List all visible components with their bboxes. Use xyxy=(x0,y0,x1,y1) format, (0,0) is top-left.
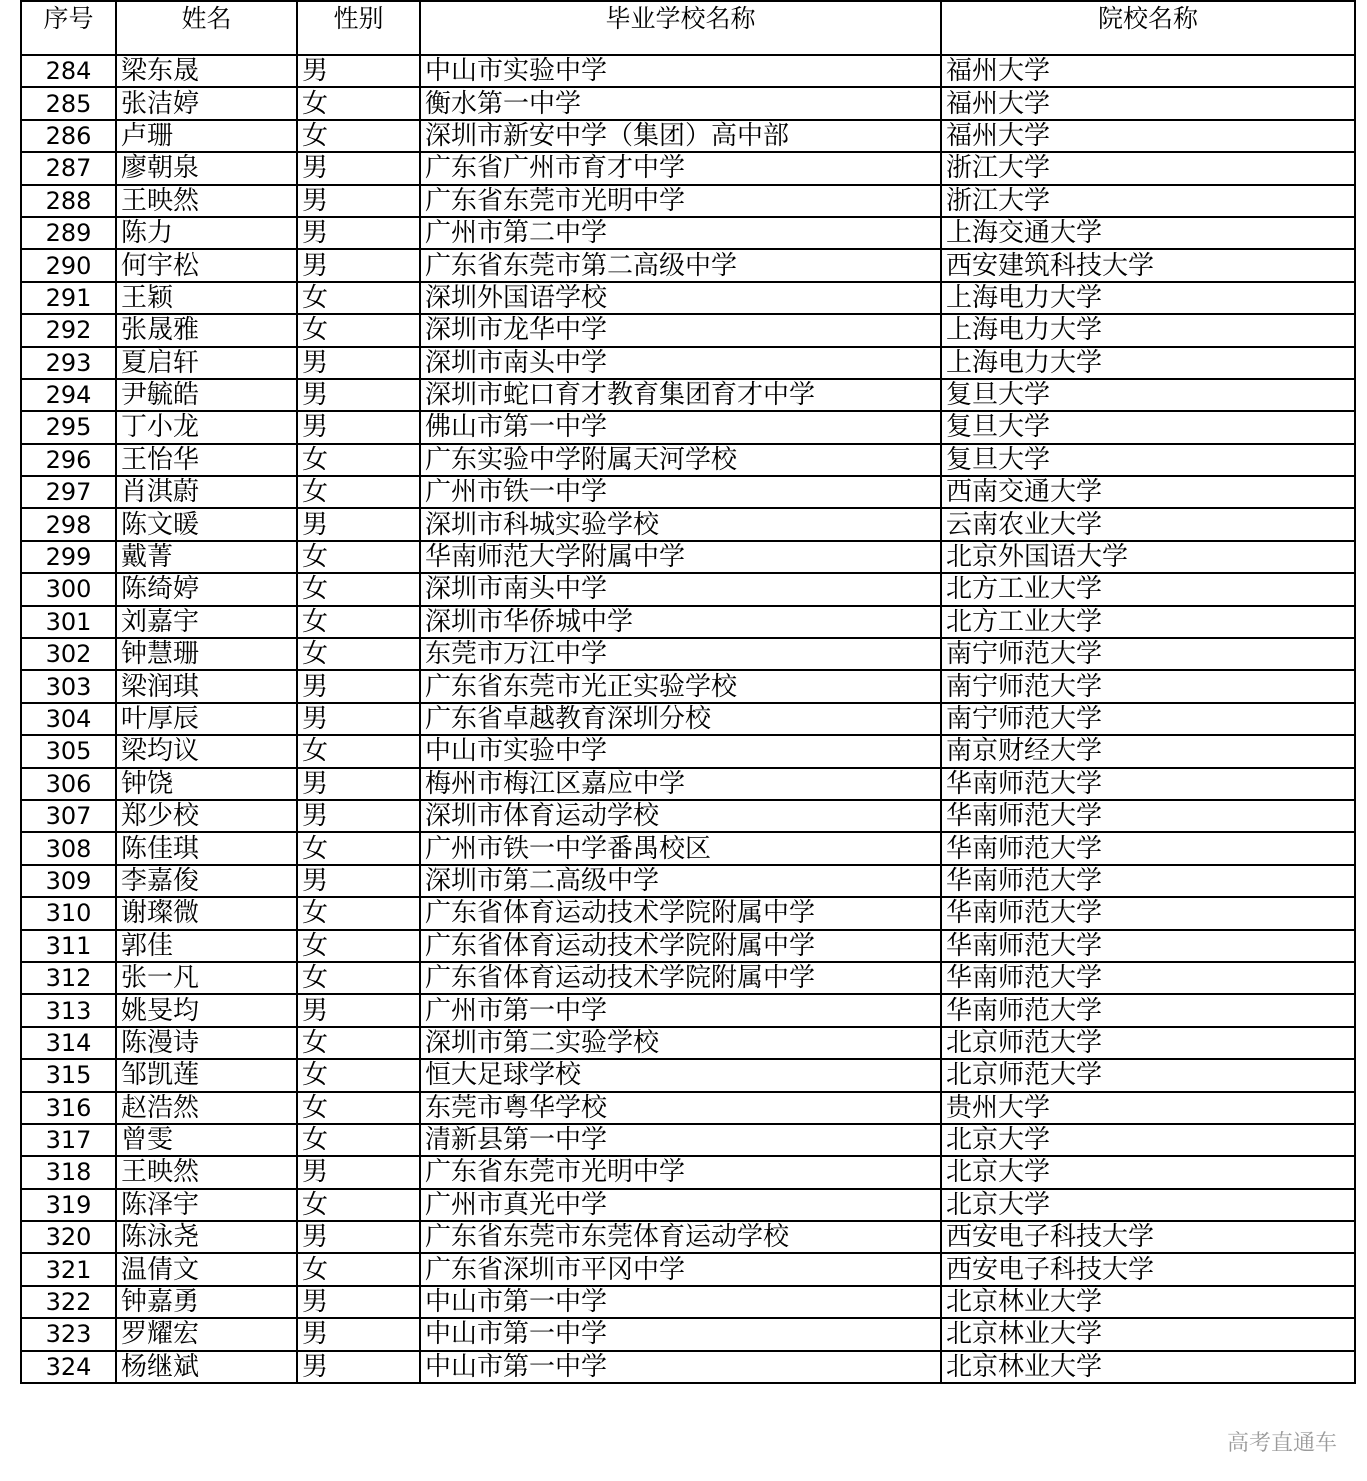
cell-name: 戴菁 xyxy=(116,541,297,573)
table-row xyxy=(21,768,1355,800)
cell-university: 北京林业大学 xyxy=(941,1351,1355,1383)
cell-gender: 男 xyxy=(297,411,420,443)
cell-index: 322 xyxy=(21,1286,116,1318)
cell-index: 312 xyxy=(21,962,116,994)
cell-name: 廖朝泉 xyxy=(116,152,297,184)
cell-university: 上海电力大学 xyxy=(941,347,1355,379)
table-body xyxy=(21,55,1355,1383)
cell-school: 中山市实验中学 xyxy=(420,735,941,767)
cell-index: 318 xyxy=(21,1156,116,1188)
table-row xyxy=(21,1124,1355,1156)
cell-university: 西安电子科技大学 xyxy=(941,1221,1355,1253)
cell-gender: 男 xyxy=(297,347,420,379)
cell-gender: 女 xyxy=(297,1092,420,1124)
cell-university: 南京财经大学 xyxy=(941,735,1355,767)
cell-gender: 女 xyxy=(297,832,420,864)
table-row xyxy=(21,55,1355,87)
cell-name: 郑少校 xyxy=(116,800,297,832)
cell-gender: 女 xyxy=(297,444,420,476)
header-index: 序号 xyxy=(21,1,116,55)
cell-school: 深圳市蛇口育才教育集团育才中学 xyxy=(420,379,941,411)
cell-school: 广东省卓越教育深圳分校 xyxy=(420,703,941,735)
header-row xyxy=(21,1,1355,55)
cell-index: 324 xyxy=(21,1351,116,1383)
cell-gender: 男 xyxy=(297,1156,420,1188)
cell-school: 东莞市粤华学校 xyxy=(420,1092,941,1124)
cell-gender: 女 xyxy=(297,87,420,119)
table-row xyxy=(21,1092,1355,1124)
cell-school: 华南师范大学附属中学 xyxy=(420,541,941,573)
cell-gender: 女 xyxy=(297,930,420,962)
cell-index: 311 xyxy=(21,930,116,962)
cell-university: 北京外国语大学 xyxy=(941,541,1355,573)
cell-gender: 女 xyxy=(297,1124,420,1156)
cell-school: 深圳市第二实验学校 xyxy=(420,1027,941,1059)
table-row xyxy=(21,217,1355,249)
cell-gender: 男 xyxy=(297,703,420,735)
cell-school: 恒大足球学校 xyxy=(420,1059,941,1091)
table-row xyxy=(21,1253,1355,1285)
cell-name: 王映然 xyxy=(116,1156,297,1188)
cell-index: 286 xyxy=(21,120,116,152)
cell-school: 佛山市第一中学 xyxy=(420,411,941,443)
cell-university: 华南师范大学 xyxy=(941,994,1355,1026)
cell-name: 丁小龙 xyxy=(116,411,297,443)
cell-university: 福州大学 xyxy=(941,120,1355,152)
cell-university: 华南师范大学 xyxy=(941,930,1355,962)
table-row xyxy=(21,1059,1355,1091)
cell-name: 刘嘉宇 xyxy=(116,606,297,638)
cell-gender: 男 xyxy=(297,1286,420,1318)
table-row xyxy=(21,185,1355,217)
cell-name: 张洁婷 xyxy=(116,87,297,119)
cell-name: 陈文暖 xyxy=(116,508,297,540)
cell-index: 306 xyxy=(21,768,116,800)
cell-index: 309 xyxy=(21,865,116,897)
cell-index: 300 xyxy=(21,573,116,605)
table-row xyxy=(21,1351,1355,1383)
cell-name: 夏启轩 xyxy=(116,347,297,379)
cell-school: 广东省体育运动技术学院附属中学 xyxy=(420,962,941,994)
cell-name: 王颖 xyxy=(116,282,297,314)
cell-index: 316 xyxy=(21,1092,116,1124)
cell-index: 290 xyxy=(21,249,116,281)
cell-index: 298 xyxy=(21,508,116,540)
cell-index: 319 xyxy=(21,1189,116,1221)
cell-school: 深圳市新安中学（集团）高中部 xyxy=(420,120,941,152)
cell-gender: 女 xyxy=(297,1253,420,1285)
cell-name: 赵浩然 xyxy=(116,1092,297,1124)
table-row xyxy=(21,87,1355,119)
cell-name: 钟嘉勇 xyxy=(116,1286,297,1318)
table-row xyxy=(21,249,1355,281)
table-row xyxy=(21,411,1355,443)
cell-school: 广东省东莞市光明中学 xyxy=(420,185,941,217)
cell-university: 西安电子科技大学 xyxy=(941,1253,1355,1285)
cell-school: 深圳外国语学校 xyxy=(420,282,941,314)
cell-gender: 男 xyxy=(297,994,420,1026)
cell-school: 中山市第一中学 xyxy=(420,1318,941,1350)
cell-gender: 女 xyxy=(297,897,420,929)
cell-university: 华南师范大学 xyxy=(941,768,1355,800)
table-row xyxy=(21,282,1355,314)
cell-university: 北京师范大学 xyxy=(941,1059,1355,1091)
cell-school: 东莞市万江中学 xyxy=(420,638,941,670)
cell-index: 291 xyxy=(21,282,116,314)
cell-name: 陈泳尧 xyxy=(116,1221,297,1253)
cell-university: 南宁师范大学 xyxy=(941,703,1355,735)
cell-index: 285 xyxy=(21,87,116,119)
cell-university: 复旦大学 xyxy=(941,411,1355,443)
cell-school: 梅州市梅江区嘉应中学 xyxy=(420,768,941,800)
cell-gender: 女 xyxy=(297,1189,420,1221)
cell-name: 尹毓皓 xyxy=(116,379,297,411)
cell-gender: 女 xyxy=(297,638,420,670)
cell-index: 307 xyxy=(21,800,116,832)
table-row xyxy=(21,152,1355,184)
table-row xyxy=(21,476,1355,508)
cell-university: 上海交通大学 xyxy=(941,217,1355,249)
cell-university: 上海电力大学 xyxy=(941,282,1355,314)
cell-university: 北京大学 xyxy=(941,1189,1355,1221)
cell-name: 卢珊 xyxy=(116,120,297,152)
table-row xyxy=(21,670,1355,702)
cell-school: 广州市第二中学 xyxy=(420,217,941,249)
cell-school: 深圳市体育运动学校 xyxy=(420,800,941,832)
cell-index: 287 xyxy=(21,152,116,184)
cell-gender: 女 xyxy=(297,282,420,314)
table-row xyxy=(21,897,1355,929)
cell-gender: 女 xyxy=(297,735,420,767)
table-row xyxy=(21,606,1355,638)
cell-gender: 男 xyxy=(297,152,420,184)
cell-university: 北京林业大学 xyxy=(941,1286,1355,1318)
cell-school: 广州市铁一中学 xyxy=(420,476,941,508)
cell-index: 315 xyxy=(21,1059,116,1091)
cell-gender: 男 xyxy=(297,1318,420,1350)
cell-university: 云南农业大学 xyxy=(941,508,1355,540)
cell-university: 北京大学 xyxy=(941,1156,1355,1188)
cell-school: 广东省体育运动技术学院附属中学 xyxy=(420,930,941,962)
cell-gender: 男 xyxy=(297,379,420,411)
cell-index: 320 xyxy=(21,1221,116,1253)
table-row xyxy=(21,1318,1355,1350)
cell-gender: 女 xyxy=(297,962,420,994)
table-row xyxy=(21,703,1355,735)
cell-school: 广东省广州市育才中学 xyxy=(420,152,941,184)
cell-school: 广东省东莞市东莞体育运动学校 xyxy=(420,1221,941,1253)
cell-name: 陈绮婷 xyxy=(116,573,297,605)
table-row xyxy=(21,832,1355,864)
cell-index: 304 xyxy=(21,703,116,735)
cell-index: 296 xyxy=(21,444,116,476)
cell-name: 钟慧珊 xyxy=(116,638,297,670)
table-row xyxy=(21,541,1355,573)
cell-name: 何宇松 xyxy=(116,249,297,281)
table-row xyxy=(21,865,1355,897)
cell-gender: 男 xyxy=(297,1221,420,1253)
cell-gender: 男 xyxy=(297,217,420,249)
cell-gender: 男 xyxy=(297,185,420,217)
table-row xyxy=(21,573,1355,605)
cell-name: 钟饶 xyxy=(116,768,297,800)
cell-name: 肖淇蔚 xyxy=(116,476,297,508)
table-row xyxy=(21,800,1355,832)
cell-name: 张晟雅 xyxy=(116,314,297,346)
cell-name: 梁均议 xyxy=(116,735,297,767)
cell-university: 西安建筑科技大学 xyxy=(941,249,1355,281)
cell-university: 北京师范大学 xyxy=(941,1027,1355,1059)
cell-index: 321 xyxy=(21,1253,116,1285)
cell-gender: 男 xyxy=(297,55,420,87)
table-row xyxy=(21,735,1355,767)
cell-name: 姚旻均 xyxy=(116,994,297,1026)
cell-university: 复旦大学 xyxy=(941,444,1355,476)
cell-gender: 女 xyxy=(297,541,420,573)
cell-name: 梁润琪 xyxy=(116,670,297,702)
cell-name: 曾雯 xyxy=(116,1124,297,1156)
cell-university: 浙江大学 xyxy=(941,152,1355,184)
cell-index: 305 xyxy=(21,735,116,767)
table-row xyxy=(21,930,1355,962)
cell-gender: 女 xyxy=(297,606,420,638)
table-row xyxy=(21,1221,1355,1253)
cell-school: 广州市铁一中学番禺校区 xyxy=(420,832,941,864)
cell-school: 深圳市华侨城中学 xyxy=(420,606,941,638)
cell-school: 深圳市第二高级中学 xyxy=(420,865,941,897)
watermark-text: 高考直通车 xyxy=(1226,1431,1337,1456)
table-row xyxy=(21,508,1355,540)
cell-gender: 男 xyxy=(297,508,420,540)
cell-gender: 女 xyxy=(297,1059,420,1091)
cell-school: 深圳市龙华中学 xyxy=(420,314,941,346)
cell-school: 清新县第一中学 xyxy=(420,1124,941,1156)
cell-school: 广东实验中学附属天河学校 xyxy=(420,444,941,476)
cell-name: 叶厚辰 xyxy=(116,703,297,735)
cell-name: 陈泽宇 xyxy=(116,1189,297,1221)
cell-index: 297 xyxy=(21,476,116,508)
cell-name: 王映然 xyxy=(116,185,297,217)
cell-gender: 女 xyxy=(297,120,420,152)
cell-university: 华南师范大学 xyxy=(941,865,1355,897)
cell-university: 南宁师范大学 xyxy=(941,670,1355,702)
cell-name: 张一凡 xyxy=(116,962,297,994)
cell-school: 深圳市南头中学 xyxy=(420,347,941,379)
table-row xyxy=(21,347,1355,379)
cell-index: 284 xyxy=(21,55,116,87)
cell-gender: 女 xyxy=(297,476,420,508)
table-row xyxy=(21,994,1355,1026)
cell-school: 广东省东莞市光正实验学校 xyxy=(420,670,941,702)
table-row xyxy=(21,444,1355,476)
cell-university: 华南师范大学 xyxy=(941,800,1355,832)
cell-gender: 男 xyxy=(297,670,420,702)
cell-university: 贵州大学 xyxy=(941,1092,1355,1124)
cell-school: 广州市第一中学 xyxy=(420,994,941,1026)
cell-index: 323 xyxy=(21,1318,116,1350)
cell-index: 317 xyxy=(21,1124,116,1156)
table-row xyxy=(21,379,1355,411)
header-gender: 性别 xyxy=(297,1,420,55)
table-row xyxy=(21,1156,1355,1188)
cell-name: 温倩文 xyxy=(116,1253,297,1285)
table-header xyxy=(21,1,1355,55)
cell-gender: 男 xyxy=(297,800,420,832)
cell-university: 福州大学 xyxy=(941,55,1355,87)
cell-school: 中山市第一中学 xyxy=(420,1351,941,1383)
cell-university: 复旦大学 xyxy=(941,379,1355,411)
cell-index: 294 xyxy=(21,379,116,411)
cell-school: 中山市实验中学 xyxy=(420,55,941,87)
cell-school: 广东省东莞市第二高级中学 xyxy=(420,249,941,281)
table-row xyxy=(21,638,1355,670)
cell-university: 浙江大学 xyxy=(941,185,1355,217)
cell-name: 梁东晟 xyxy=(116,55,297,87)
cell-index: 295 xyxy=(21,411,116,443)
header-name: 姓名 xyxy=(116,1,297,55)
cell-name: 罗耀宏 xyxy=(116,1318,297,1350)
cell-index: 303 xyxy=(21,670,116,702)
table-row xyxy=(21,962,1355,994)
cell-index: 313 xyxy=(21,994,116,1026)
cell-name: 王怡华 xyxy=(116,444,297,476)
table-row xyxy=(21,1027,1355,1059)
cell-index: 302 xyxy=(21,638,116,670)
cell-school: 深圳市科城实验学校 xyxy=(420,508,941,540)
cell-university: 福州大学 xyxy=(941,87,1355,119)
cell-gender: 男 xyxy=(297,865,420,897)
header-school: 毕业学校名称 xyxy=(420,1,941,55)
cell-index: 299 xyxy=(21,541,116,573)
cell-school: 广东省体育运动技术学院附属中学 xyxy=(420,897,941,929)
cell-gender: 女 xyxy=(297,314,420,346)
cell-university: 西南交通大学 xyxy=(941,476,1355,508)
cell-index: 288 xyxy=(21,185,116,217)
cell-name: 杨继斌 xyxy=(116,1351,297,1383)
cell-name: 陈力 xyxy=(116,217,297,249)
cell-university: 南宁师范大学 xyxy=(941,638,1355,670)
cell-index: 310 xyxy=(21,897,116,929)
header-university: 院校名称 xyxy=(941,1,1355,55)
cell-gender: 女 xyxy=(297,1027,420,1059)
cell-name: 陈漫诗 xyxy=(116,1027,297,1059)
admission-table xyxy=(20,0,1356,1384)
cell-name: 谢璨微 xyxy=(116,897,297,929)
cell-university: 华南师范大学 xyxy=(941,962,1355,994)
cell-university: 北京大学 xyxy=(941,1124,1355,1156)
cell-school: 广东省东莞市光明中学 xyxy=(420,1156,941,1188)
cell-gender: 女 xyxy=(297,573,420,605)
cell-university: 北方工业大学 xyxy=(941,573,1355,605)
cell-school: 广州市真光中学 xyxy=(420,1189,941,1221)
table-row xyxy=(21,1286,1355,1318)
cell-school: 中山市第一中学 xyxy=(420,1286,941,1318)
cell-university: 华南师范大学 xyxy=(941,897,1355,929)
cell-name: 李嘉俊 xyxy=(116,865,297,897)
table-row xyxy=(21,120,1355,152)
cell-index: 292 xyxy=(21,314,116,346)
cell-university: 北京林业大学 xyxy=(941,1318,1355,1350)
cell-university: 上海电力大学 xyxy=(941,314,1355,346)
cell-index: 301 xyxy=(21,606,116,638)
cell-gender: 男 xyxy=(297,1351,420,1383)
cell-school: 深圳市南头中学 xyxy=(420,573,941,605)
cell-school: 广东省深圳市平冈中学 xyxy=(420,1253,941,1285)
cell-school: 衡水第一中学 xyxy=(420,87,941,119)
cell-name: 郭佳 xyxy=(116,930,297,962)
table-row xyxy=(21,1189,1355,1221)
cell-university: 华南师范大学 xyxy=(941,832,1355,864)
cell-index: 314 xyxy=(21,1027,116,1059)
cell-index: 308 xyxy=(21,832,116,864)
cell-university: 北方工业大学 xyxy=(941,606,1355,638)
cell-index: 289 xyxy=(21,217,116,249)
cell-name: 邹凯莲 xyxy=(116,1059,297,1091)
table-row xyxy=(21,314,1355,346)
cell-gender: 男 xyxy=(297,249,420,281)
cell-gender: 男 xyxy=(297,768,420,800)
cell-index: 293 xyxy=(21,347,116,379)
cell-name: 陈佳琪 xyxy=(116,832,297,864)
